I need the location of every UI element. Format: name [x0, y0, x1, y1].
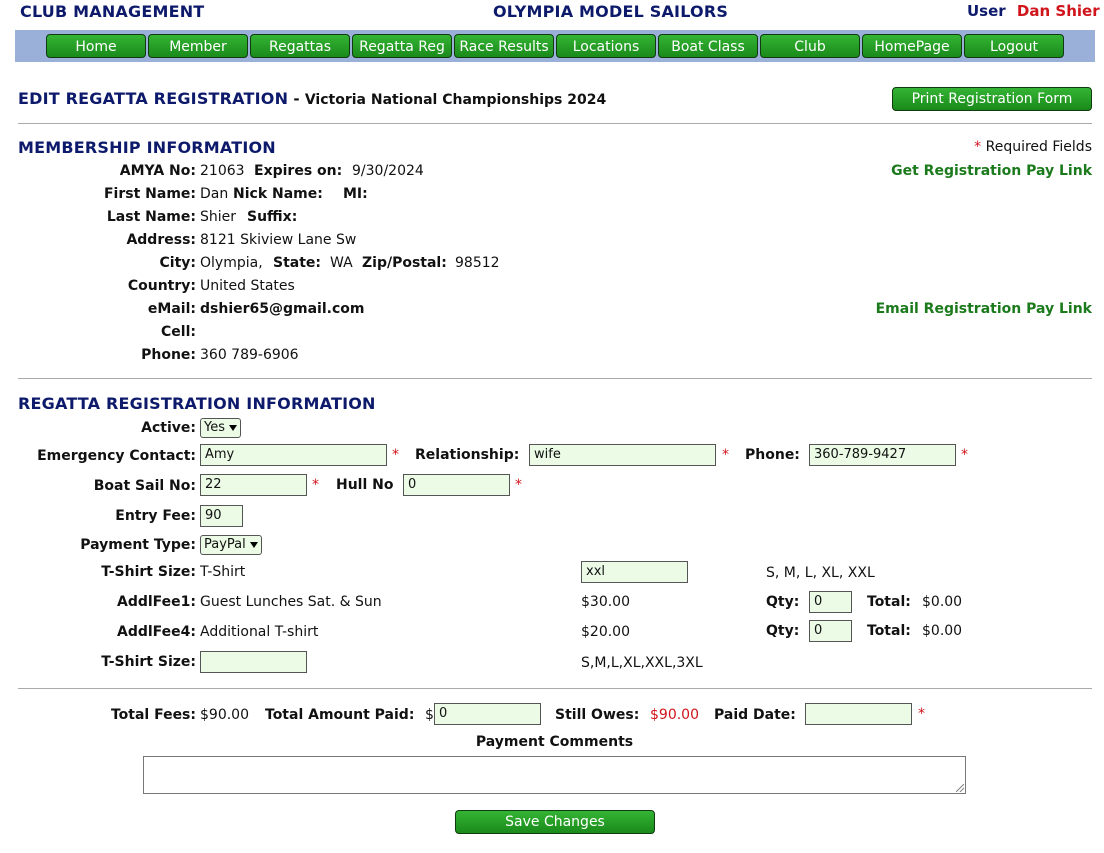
email-pay-link[interactable]: Email Registration Pay Link — [875, 301, 1092, 317]
nav-home[interactable]: Home — [46, 34, 146, 58]
required-star: * — [722, 447, 729, 463]
divider — [18, 123, 1092, 124]
required-star: * — [974, 139, 982, 155]
phone-value: 360 789-6906 — [200, 347, 299, 363]
active-select[interactable] — [200, 418, 241, 438]
regatta-name: Victoria National Championships 2024 — [304, 92, 607, 108]
country-label: Country: — [127, 278, 196, 294]
emergency-phone-input[interactable]: 360-789-9427 — [809, 444, 956, 466]
site-title: CLUB MANAGEMENT — [20, 2, 205, 21]
last-name-label: Last Name: — [106, 209, 196, 225]
nav-regatta-reg[interactable]: Regatta Reg — [352, 34, 452, 58]
nav-club[interactable]: Club — [760, 34, 860, 58]
zip-value: 98512 — [455, 255, 500, 271]
state-value: WA — [330, 255, 353, 271]
chevron-down-icon — [229, 425, 237, 431]
get-pay-link[interactable]: Get Registration Pay Link — [891, 163, 1092, 179]
cell-label: Cell: — [161, 324, 196, 340]
zip-label: Zip/Postal: — [362, 255, 447, 271]
sail-no-input[interactable]: 22 — [200, 474, 307, 496]
mi-label: MI: — [343, 186, 368, 202]
addlfee1-total: $0.00 — [922, 594, 963, 610]
addlfee4-total: $0.00 — [922, 623, 963, 639]
tshirt-size-label: T-Shirt Size: — [101, 564, 196, 580]
nav-boat-class[interactable]: Boat Class — [658, 34, 758, 58]
sail-no-label: Boat Sail No: — [93, 478, 196, 494]
addlfee1-qty-input[interactable]: 0 — [809, 591, 852, 613]
total-fees-value: $90.00 — [200, 707, 249, 723]
nick-name-label: Nick Name: — [233, 186, 323, 202]
expires-value: 9/30/2024 — [352, 163, 424, 179]
addlfee1-label: AddlFee1: — [116, 594, 196, 610]
tshirt-size-options: S, M, L, XL, XXL — [766, 565, 875, 581]
first-name-label: First Name: — [103, 186, 196, 202]
nav-homepage[interactable]: HomePage — [862, 34, 962, 58]
address-label: Address: — [126, 232, 196, 248]
phone-label: Phone: — [141, 347, 196, 363]
hull-no-input[interactable]: 0 — [403, 474, 510, 496]
club-name: OLYMPIA MODEL SAILORS — [493, 2, 729, 21]
amount-paid-label: Total Amount Paid: — [265, 707, 415, 723]
required-star: * — [515, 477, 522, 493]
page-heading — [18, 89, 606, 108]
payment-comments-label: Payment Comments — [475, 734, 634, 750]
divider — [18, 378, 1092, 379]
tshirt-size-2-label: T-Shirt Size: — [101, 654, 196, 670]
print-registration-button[interactable]: Print Registration Form — [892, 87, 1092, 111]
email-label: eMail: — [147, 301, 196, 317]
divider — [18, 688, 1092, 689]
user-name[interactable]: Dan Shier — [1016, 2, 1100, 20]
payment-comments-textarea[interactable] — [143, 756, 966, 794]
payment-type-value: PayPal — [204, 537, 246, 552]
tshirt-size-input[interactable]: xxl — [581, 561, 688, 583]
addlfee1-description: Guest Lunches Sat. & Sun — [200, 594, 382, 610]
addlfee4-description: Additional T-shirt — [200, 624, 319, 640]
required-note — [974, 139, 1092, 155]
qty-label: Qty: — [766, 594, 800, 610]
membership-heading: MEMBERSHIP INFORMATION — [18, 138, 276, 157]
expires-label: Expires on: — [254, 163, 343, 179]
payment-type-select[interactable] — [200, 535, 262, 555]
page-title: EDIT REGATTA REGISTRATION — [18, 89, 289, 108]
entry-fee-input[interactable]: 90 — [200, 505, 243, 527]
emergency-phone-label: Phone: — [745, 447, 800, 463]
total-label: Total: — [867, 594, 911, 610]
nav-bar — [15, 30, 1095, 62]
emergency-contact-input[interactable]: Amy — [200, 444, 387, 466]
active-label: Active: — [141, 420, 196, 436]
required-star: * — [918, 706, 925, 722]
nav-member[interactable]: Member — [148, 34, 248, 58]
still-owes-label: Still Owes: — [555, 707, 640, 723]
nav-locations[interactable]: Locations — [556, 34, 656, 58]
hull-no-label: Hull No — [336, 477, 394, 493]
addlfee4-label: AddlFee4: — [116, 624, 196, 640]
relationship-label: Relationship: — [415, 447, 520, 463]
relationship-input[interactable]: wife — [529, 444, 716, 466]
save-changes-button[interactable]: Save Changes — [455, 810, 655, 834]
still-owes-value: $90.00 — [650, 707, 699, 723]
suffix-label: Suffix: — [247, 209, 298, 225]
city-label: City: — [159, 255, 196, 271]
total-fees-label: Total Fees: — [110, 707, 196, 723]
last-name-value: Shier — [200, 209, 237, 225]
tshirt-description: T-Shirt — [200, 564, 246, 580]
tshirt-size-2-options: S,M,L,XL,XXL,3XL — [581, 655, 703, 671]
address-value: 8121 Skiview Lane Sw — [200, 232, 357, 248]
first-name-value: Dan — [200, 186, 229, 202]
amya-label: AMYA No: — [119, 163, 196, 179]
user-label: User — [967, 2, 1006, 20]
email-value: dshier65@gmail.com — [200, 301, 365, 317]
title-separator: - — [288, 90, 305, 108]
state-label: State: — [273, 255, 322, 271]
addlfee4-qty-input[interactable]: 0 — [809, 620, 852, 642]
nav-logout[interactable]: Logout — [964, 34, 1064, 58]
addlfee4-price: $20.00 — [581, 624, 630, 640]
entry-fee-label: Entry Fee: — [115, 508, 196, 524]
nav-race-results[interactable]: Race Results — [454, 34, 554, 58]
qty-label: Qty: — [766, 623, 800, 639]
dollar-sign: $ — [425, 707, 434, 723]
paid-date-input[interactable] — [805, 703, 912, 725]
required-star: * — [312, 477, 319, 493]
payment-type-label: Payment Type: — [80, 537, 196, 553]
tshirt-size-2-input[interactable] — [200, 651, 307, 673]
total-label: Total: — [867, 623, 911, 639]
addlfee1-price: $30.00 — [581, 594, 630, 610]
country-value: United States — [200, 278, 295, 294]
resize-handle-icon[interactable] — [956, 784, 964, 792]
active-value: Yes — [204, 420, 225, 435]
required-star: * — [392, 447, 399, 463]
nav-regattas[interactable]: Regattas — [250, 34, 350, 58]
emergency-label: Emergency Contact: — [37, 448, 196, 464]
chevron-down-icon — [250, 542, 258, 548]
registration-heading: REGATTA REGISTRATION INFORMATION — [18, 394, 376, 413]
paid-date-label: Paid Date: — [714, 707, 796, 723]
required-text: Required Fields — [985, 139, 1092, 155]
amount-paid-input[interactable]: 0 — [434, 703, 541, 725]
user-info — [967, 2, 1100, 20]
required-star: * — [961, 447, 968, 463]
city-value: Olympia, — [200, 255, 263, 271]
amya-value: 21063 — [200, 163, 245, 179]
